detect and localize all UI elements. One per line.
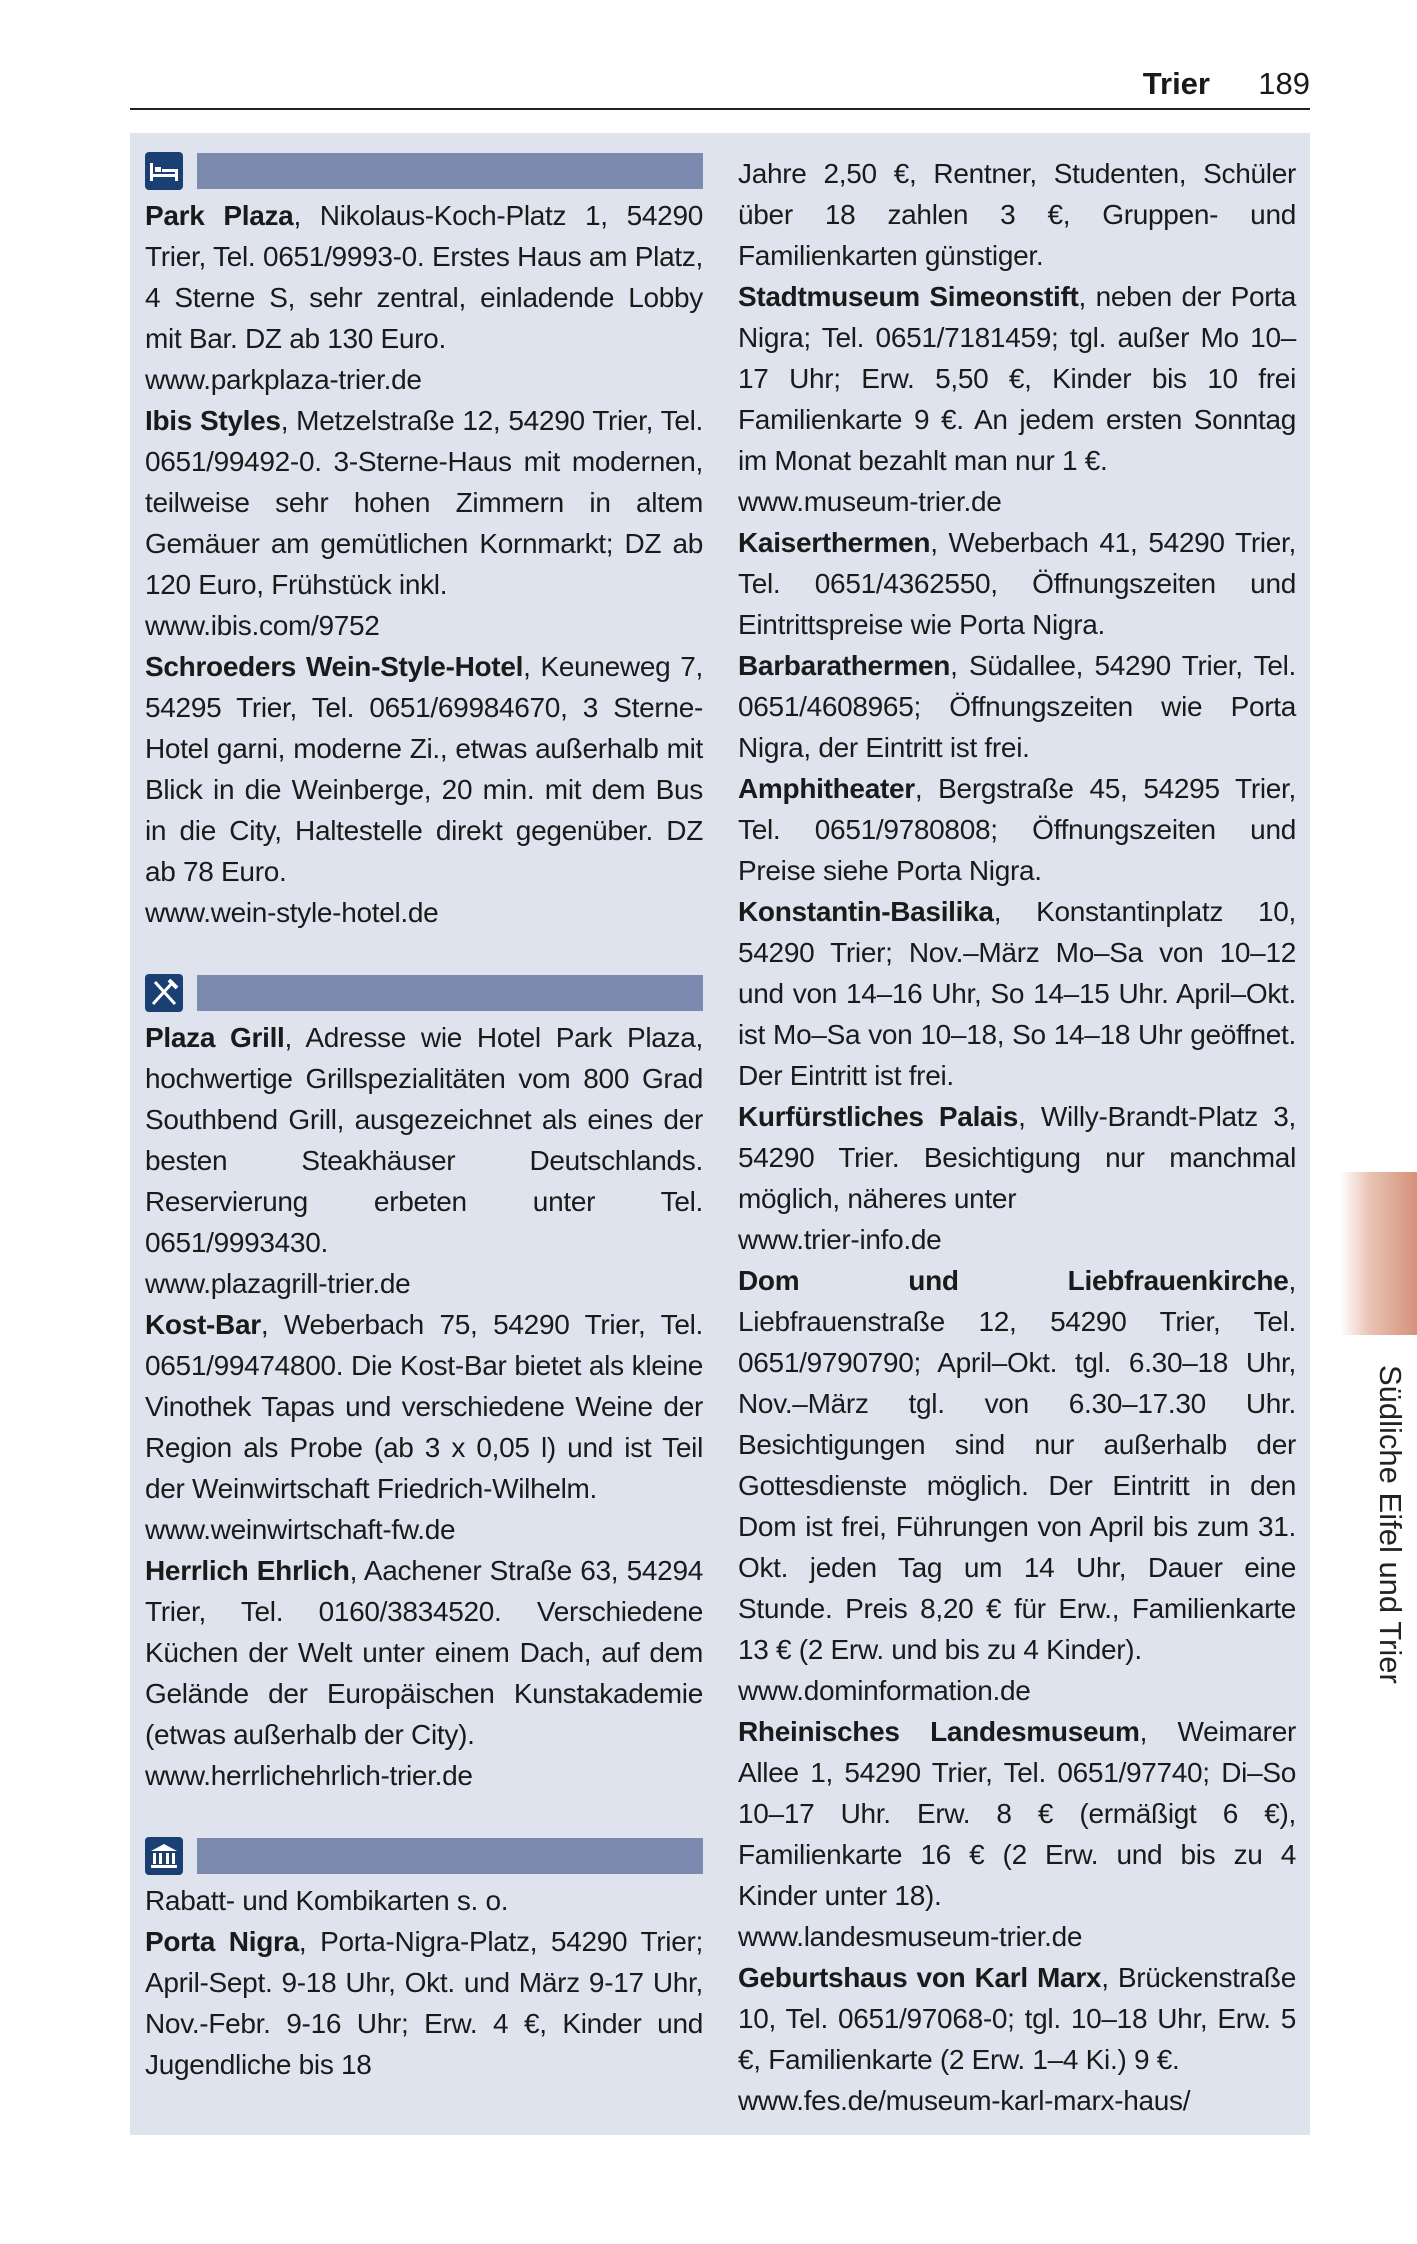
entry-name: Geburtshaus von Karl Marx <box>738 1962 1102 1993</box>
entry-text: , Weberbach 75, 54290 Trier, Tel. 0651/99474800. Die Kost-Bar bietet als kleine Vinothek Tapas und verschiedene Weine der Region als Probe (ab 3 x 0,05 l) und ist Teil der Weinwirtschaft Friedrich-Wilhelm. <box>145 1309 703 1504</box>
list-entry <box>738 645 1296 768</box>
entry-name: Kaiserthermen <box>738 527 931 558</box>
entry-name: Porta Nigra <box>145 1926 299 1957</box>
chapter-side-label: Südliche Eifel und Trier <box>1373 1365 1408 1684</box>
entry-url-link[interactable]: www.weinwirtschaft-fw.de <box>145 1514 456 1545</box>
entry-text: , Konstantinplatz 10, 54290 Trier; Nov.–März Mo–Sa von 10–12 und von 14–16 Uhr, So 14–15 Uhr. April–Okt. ist Mo–Sa von 10–18, So 14–18 Uhr geöffnet. Der Eintritt ist frei. <box>738 896 1296 1091</box>
right-column <box>738 153 1296 2121</box>
entry-url-link[interactable]: www.parkplaza-trier.de <box>145 364 422 395</box>
entry-name: Dom und Liebfrauenkirche <box>738 1265 1289 1296</box>
entry-name: Schroeders Wein-Style-Hotel <box>145 651 524 682</box>
entry-name: Herrlich Ehrlich <box>145 1555 350 1586</box>
list-entry <box>145 400 703 605</box>
entry-text: , neben der Porta Nigra; Tel. 0651/7181459; tgl. außer Mo 10–17 Uhr; Erw. 5,50 €, Kinder bis 10 frei Familienkarte 9 €. An jedem ersten Sonntag im Monat bezahlt man nur 1 €. <box>738 281 1296 476</box>
entry-url-link[interactable]: www.trier-info.de <box>738 1224 942 1255</box>
entry-text: , Metzelstraße 12, 54290 Trier, Tel. 0651/99492-0. 3-Sterne-Haus mit modernen, teilweise sehr hohen Zimmern in altem Gemäuer am gemütlichen Kornmarkt; DZ ab 120 Euro, Frühstück inkl. <box>145 405 703 600</box>
list-entry <box>145 1921 703 2085</box>
list-entry <box>738 1957 1296 2080</box>
entry-url-link[interactable]: www.wein-style-hotel.de <box>145 897 439 928</box>
chapter-tab <box>1340 1172 1417 1335</box>
section-title: Trier <box>1142 66 1210 101</box>
info-box <box>130 133 1310 2135</box>
entry-name: Park Plaza <box>145 200 294 231</box>
entry-name: Plaza Grill <box>145 1022 285 1053</box>
list-entry <box>738 768 1296 891</box>
section-header-museums <box>145 1836 703 1876</box>
entry-text: , Willy-Brandt-Platz 3, 54290 Trier. Besichtigung nur manchmal möglich, näheres unter <box>738 1101 1296 1214</box>
list-entry <box>738 1711 1296 1916</box>
entry-name: Konstantin-Basilika <box>738 896 994 927</box>
entry-url-link[interactable]: www.herrlichehrlich-trier.de <box>145 1760 473 1791</box>
list-entry <box>145 1304 703 1509</box>
entry-url-link[interactable]: www.ibis.com/9752 <box>145 610 380 641</box>
entry-text: , Brückenstraße 10, Tel. 0651/97068-0; tgl. 10–18 Uhr, Erw. 5 €, Familienkarte (2 Erw. 1–4 Ki.) 9 €. <box>738 1962 1296 2075</box>
entry-text: , Nikolaus-Koch-Platz 1, 54290 Trier, Tel. 0651/9993-0. Erstes Haus am Platz, 4 Sterne S, sehr zentral, einladende Lobby mit Bar. DZ ab 130 Euro. <box>145 200 703 354</box>
entry-text: , Südallee, 54290 Trier, Tel. 0651/4608965; Öffnungszeiten wie Porta Nigra, der Eintritt ist frei. <box>738 650 1296 763</box>
list-entry <box>738 1260 1296 1670</box>
list-entry <box>145 646 703 892</box>
entry-text: , Liebfrauenstraße 12, 54290 Trier, Tel. 0651/9790790; April–Okt. tgl. 6.30–18 Uhr, Nov.–März tgl. von 6.30–17.30 Uhr. Besichtigungen sind nur außerhalb der Gottesdienste möglich. Der Eintritt in den Dom ist frei, Führungen von April bis zum 31. Okt. jeden Tag um 14 Uhr, Dauer eine Stunde. Preis 8,20 € für Erw., Familienkarte 13 € (2 Erw. und bis zu 4 Kinder). <box>738 1265 1296 1665</box>
entry-url-link[interactable]: www.dominformation.de <box>738 1675 1031 1706</box>
running-head <box>130 62 1310 110</box>
list-entry <box>145 1017 703 1263</box>
section-header-hotels <box>145 151 703 191</box>
section-bar <box>197 153 703 189</box>
entry-name: Kost-Bar <box>145 1309 261 1340</box>
page-number: 189 <box>1258 66 1310 101</box>
entry-text: , Porta-Nigra-Platz, 54290 Trier; April-Sept. 9-18 Uhr, Okt. und März 9-17 Uhr, Nov.-Febr. 9-16 Uhr; Erw. 4 €, Kinder und Jugendliche bis 18 <box>145 1926 703 2080</box>
entry-name: Ibis Styles <box>145 405 281 436</box>
entry-name: Barbarathermen <box>738 650 951 681</box>
list-entry <box>738 153 1296 276</box>
list-entry <box>738 522 1296 645</box>
entry-name: Rheinisches Landesmuseum <box>738 1716 1140 1747</box>
section-bar <box>197 1838 703 1874</box>
entry-text: , Aachener Straße 63, 54294 Trier, Tel. 0160/3834520. Verschiedene Küchen der Welt unter einem Dach, auf dem Gelände der Europäischen Kunstakademie (etwas außerhalb der City). <box>145 1555 703 1750</box>
list-entry <box>145 1550 703 1755</box>
entry-name: Stadtmuseum Simeonstift <box>738 281 1079 312</box>
entry-text: Jahre 2,50 €, Rentner, Studenten, Schüler über 18 zahlen 3 €, Gruppen- und Familienkarten günstiger. <box>738 158 1296 271</box>
entry-url-link[interactable]: www.plazagrill-trier.de <box>145 1268 411 1299</box>
entry-url-link[interactable]: www.fes.de/museum-karl-marx-haus/ <box>738 2085 1191 2116</box>
section-header-restaurants <box>145 973 703 1013</box>
list-entry <box>738 276 1296 481</box>
list-entry <box>145 195 703 359</box>
left-column <box>145 151 703 2085</box>
entry-text: Rabatt- und Kombikarten s. o. <box>145 1885 509 1916</box>
entry-name: Amphitheater <box>738 773 915 804</box>
entry-name: Kurfürstliches Palais <box>738 1101 1019 1132</box>
entry-text: , Keuneweg 7, 54295 Trier, Tel. 0651/69984670, 3 Sterne-Hotel garni, moderne Zi., etwas außerhalb mit Blick in die Weinberge, 20 min. mit dem Bus in die City, Haltestelle direkt gegenüber. DZ ab 78 Euro. <box>145 651 703 887</box>
bed-icon <box>145 152 183 190</box>
museum-icon <box>145 1837 183 1875</box>
list-entry <box>145 1880 703 1921</box>
entry-text: , Weberbach 41, 54290 Trier, Tel. 0651/4362550, Öffnungszeiten und Eintrittspreise wie Porta Nigra. <box>738 527 1296 640</box>
entry-url-link[interactable]: www.museum-trier.de <box>738 486 1002 517</box>
section-bar <box>197 975 703 1011</box>
entry-text: , Weimarer Allee 1, 54290 Trier, Tel. 0651/97740; Di–So 10–17 Uhr. Erw. 8 € (ermäßigt 6 €), Familienkarte 16 € (2 Erw. und bis zu 4 Kinder unter 18). <box>738 1716 1296 1911</box>
entry-url-link[interactable]: www.landesmuseum-trier.de <box>738 1921 1083 1952</box>
list-entry <box>738 891 1296 1096</box>
list-entry <box>738 1096 1296 1219</box>
cutlery-icon <box>145 974 183 1012</box>
entry-text: , Bergstraße 45, 54295 Trier, Tel. 0651/9780808; Öffnungszeiten und Preise siehe Porta Nigra. <box>738 773 1296 886</box>
entry-text: , Adresse wie Hotel Park Plaza, hochwertige Grillspezialitäten vom 800 Grad Southbend Grill, ausgezeichnet als eines der besten Steakhäuser Deutschlands. Reservierung erbeten unter Tel. 0651/9993430. <box>145 1022 703 1258</box>
